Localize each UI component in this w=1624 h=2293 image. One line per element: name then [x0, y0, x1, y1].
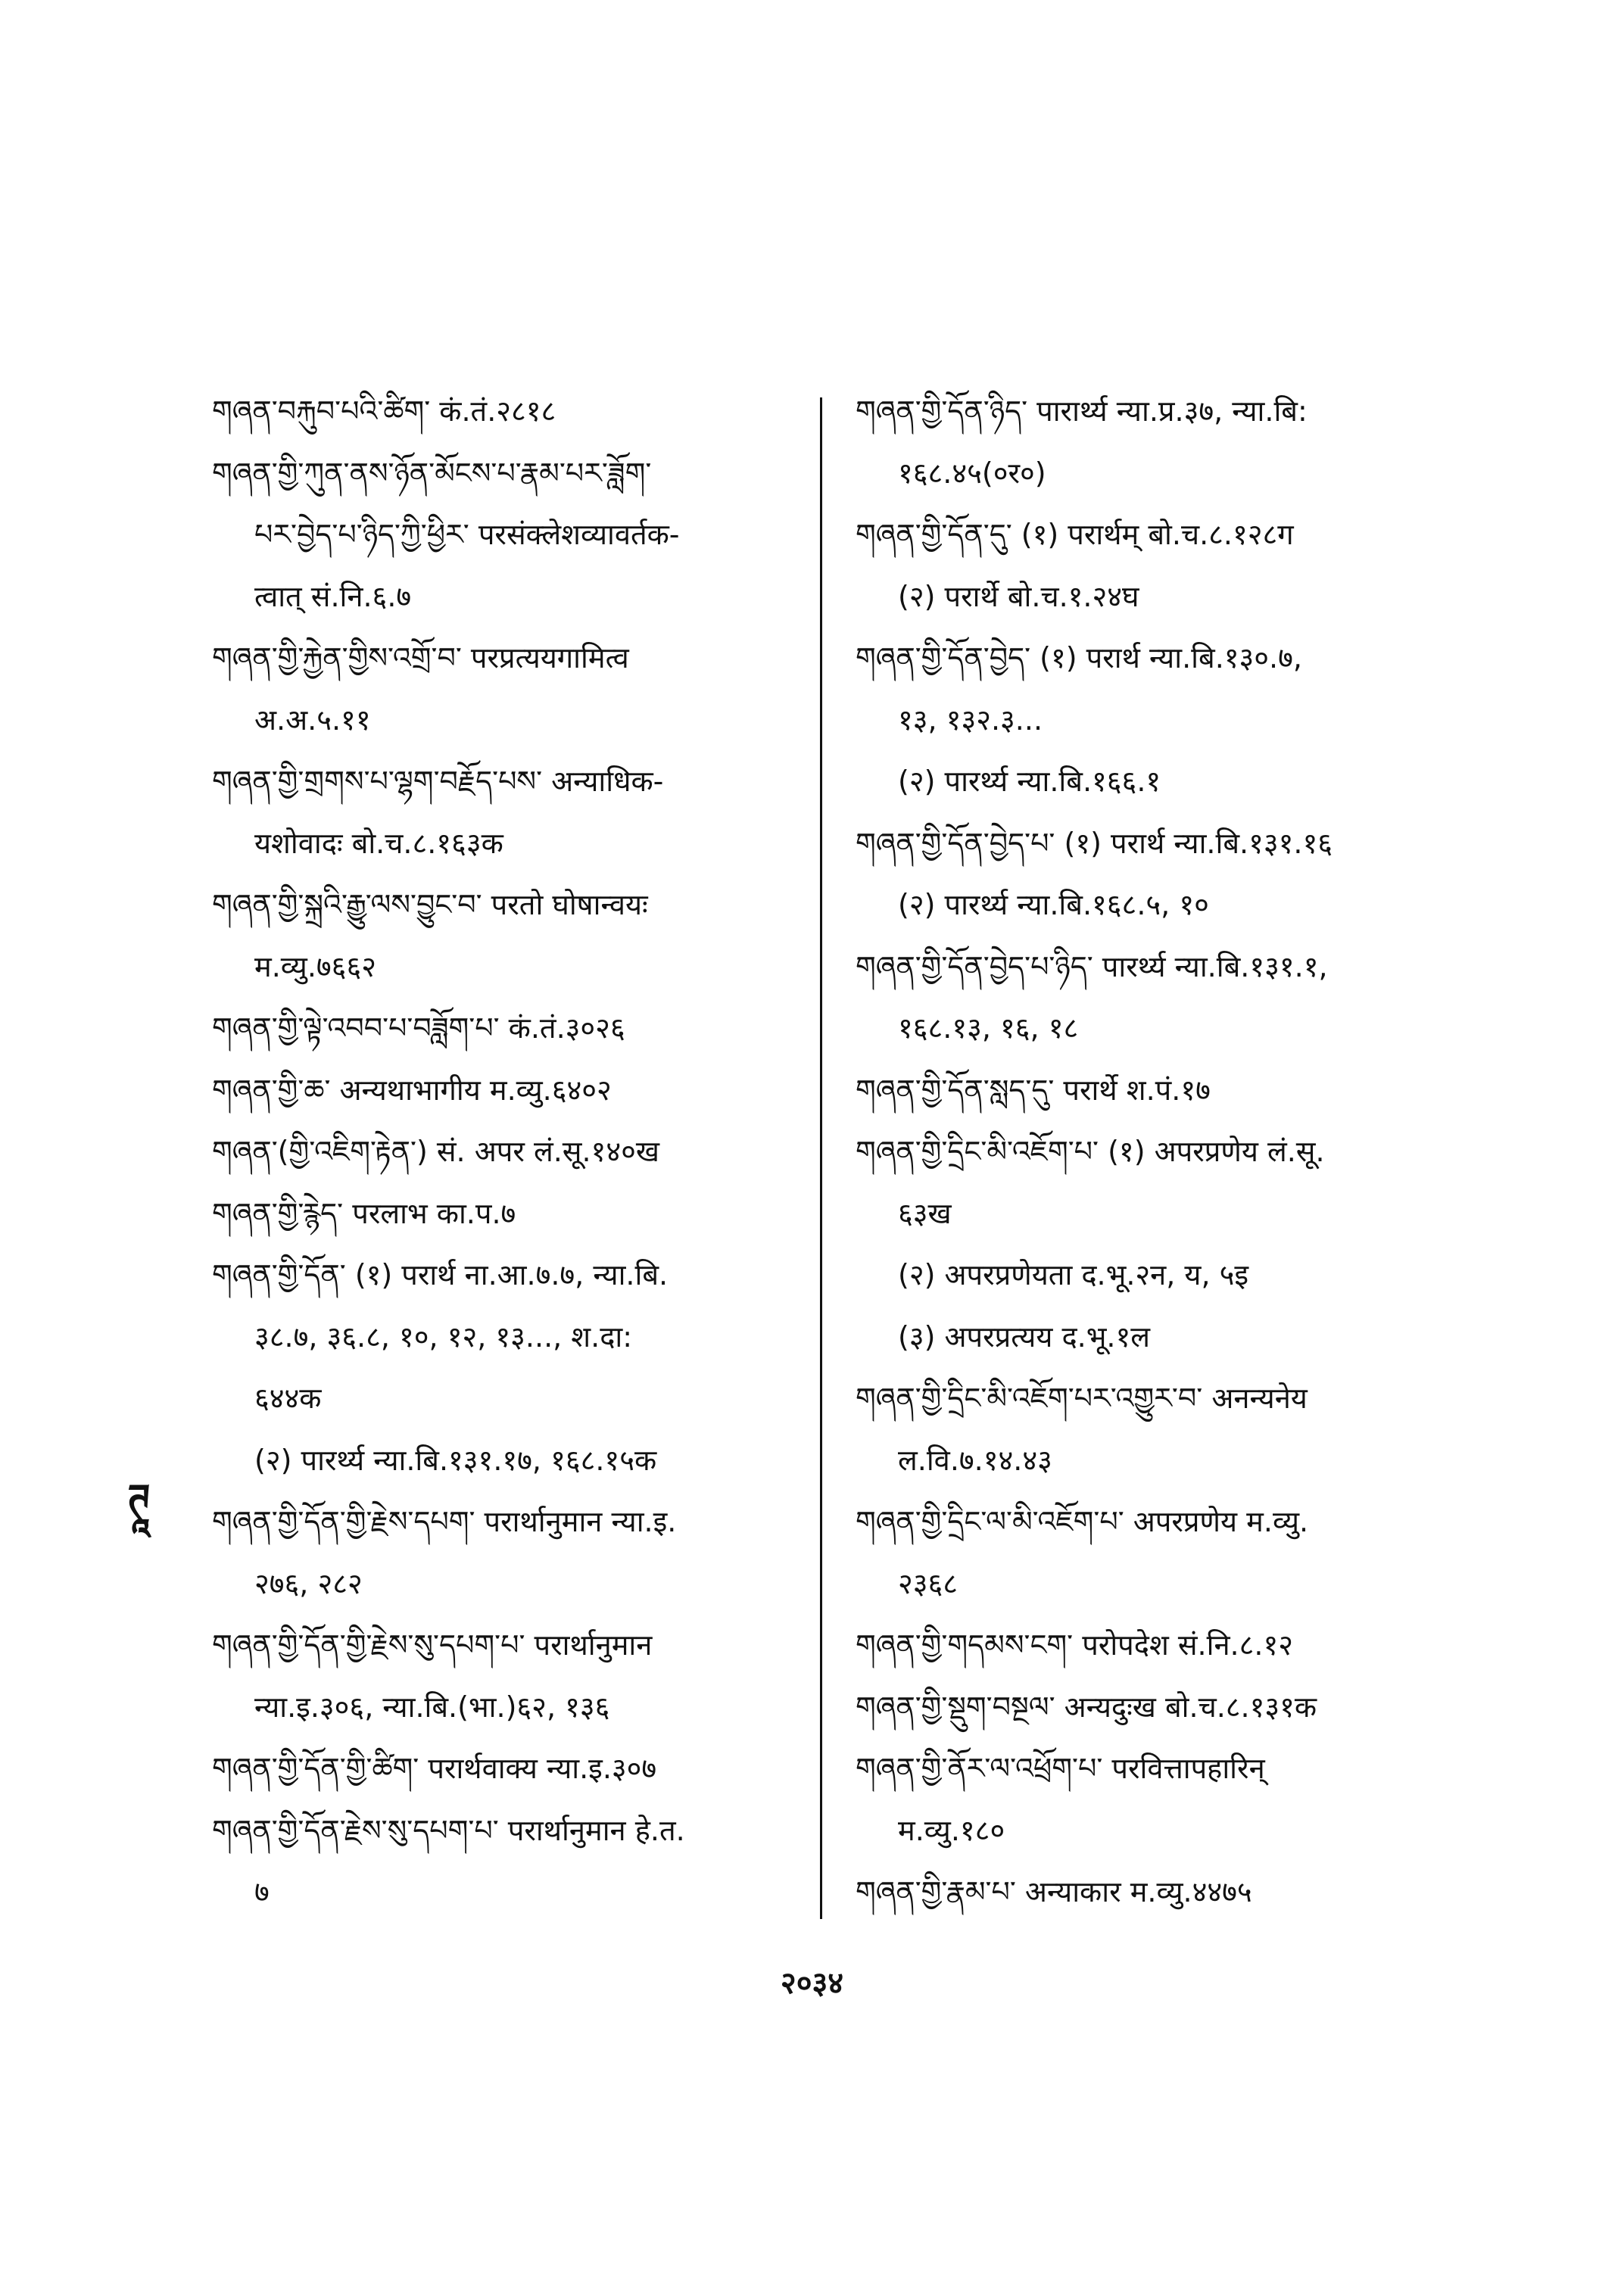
entry-continuation-line: म.व्यु.७६६२: [254, 949, 376, 983]
dictionary-entry: [212, 394, 833, 430]
entry-headword-line: གཞན་གྱི་དྲིང་མི་འཇོག་པར་འགྱུར་བ་ अनन्यनेय: [856, 1382, 1308, 1415]
entry-continuation-line: १६८.१३, १६, १८: [898, 1011, 1079, 1045]
dictionary-entry: [212, 1134, 833, 1170]
dictionary-entry: [856, 1690, 1476, 1726]
entry-headword-line: གཞན་གྱི་དོན་རྗེས་སུ་དཔག་པ་ परार्थानुमान हे.त.: [212, 1813, 685, 1847]
dictionary-entry: [856, 1874, 1476, 1911]
entry-continuation-line: म.व्यु.१८०: [898, 1813, 1005, 1847]
entry-continuation-line: (३) अपरप्रत्यय द.भू.१ल: [898, 1319, 1151, 1354]
entry-continuation-line: यशोवादः बो.च.८.१६३क: [254, 826, 503, 860]
entry-headword-line: གཞན་གྱི་གདམས་ངག་ परोपदेश सं.नि.८.१२: [856, 1628, 1293, 1662]
entry-headword-line: གཞན་གྱི་དོན་བྱེད་ (१) परार्थ न्या.बि.१३०.७,: [856, 641, 1302, 675]
entry-continuation-line: २७६, २८२: [254, 1566, 363, 1600]
entry-headword-line: གཞན་གྱི་དོན་གྱི་ཚིག་ परार्थवाक्य न्या.इ.३०७: [212, 1752, 657, 1785]
dictionary-entry: [856, 826, 1476, 924]
entry-continuation-line: (२) पारर्थ्य न्या.बि.१६६.१: [898, 765, 1161, 798]
entry-headword-line: གཞན་གྱི་སྐྲའི་རྒྱུ་ལས་བྱུང་བ་ परतो घोषान्वयः: [212, 888, 648, 921]
entry-headword-line: གཞན་གྱི་རྐྱེན་གྱིས་འགྲོ་བ་ परप्रत्ययगामित्व: [212, 641, 629, 675]
entry-continuation-line: ६३ख: [898, 1196, 952, 1230]
entry-headword-line: གཞན་གྱི་དོན་གྱི་རྗེས་སུ་དཔག་པ་ परार्थानुमान: [212, 1628, 653, 1662]
dictionary-entry: [212, 1257, 833, 1478]
entry-continuation-line: त्वात् सं.नि.६.७: [254, 579, 412, 613]
dictionary-entry: [212, 1751, 833, 1787]
entry-continuation-line: ६४४क: [254, 1382, 322, 1415]
dictionary-entry: [856, 640, 1476, 800]
dictionary-entry: [212, 1196, 833, 1232]
entry-continuation-line: ७: [254, 1875, 270, 1908]
entry-continuation-line: २३६८: [898, 1566, 959, 1600]
column-divider: [820, 397, 822, 1919]
entry-continuation-line: (२) अपरप्रणेयता द.भू.२न, य, ५इ: [898, 1258, 1249, 1291]
entry-headword-line: གཞན་གྱི་ཆ་ अन्यथाभागीय म.व्यु.६४०२: [212, 1073, 612, 1107]
dictionary-entry: [856, 1073, 1476, 1109]
dictionary-entry: [212, 1813, 833, 1911]
entry-headword-line: གཞན་གྱི་དོན་བྱེད་པ་ (१) परार्थ न्या.बि.१३१.१६: [856, 826, 1333, 860]
dictionary-entry: [856, 1504, 1476, 1602]
dictionary-entry: [212, 764, 833, 861]
entry-headword-line: གཞན་གྱི་དོན་དུ་ (१) परार्थम् बो.च.८.१२८ग: [856, 518, 1294, 551]
entry-headword-line: གཞན་གྱི་དྲིང་མི་འཇོག་པ་ (१) अपरप्रणेय लं.सू.: [856, 1135, 1325, 1168]
entry-headword-line: གཞན་གྱི་དོན་གྱི་རྗེས་དཔག་ परार्थानुमान न्या.इ.: [212, 1505, 677, 1538]
entry-continuation-line: १३, १३२.३...: [898, 703, 1043, 737]
entry-headword-line: གཞན་གྱི་དོན་བྱེད་པ་ཉིད་ पारर्थ्य न्या.बि.१३१.१,: [856, 949, 1328, 983]
right-column: [856, 394, 1476, 1936]
entry-continuation-line: (२) परार्थे बो.च.१.२४घ: [898, 579, 1139, 613]
entry-continuation-line: (२) पारर्थ्य न्या.बि.१३१.१७, १६८.१५क: [254, 1443, 657, 1477]
dictionary-entry: [212, 887, 833, 985]
page-number: २०३४: [780, 1966, 844, 2001]
dictionary-entry: [212, 1073, 833, 1109]
dictionary-entry: [212, 1628, 833, 1725]
entry-headword-line: གཞན་གྱི་ལྟེ་འབབ་པ་བཟློག་པ་ कं.तं.३०२६: [212, 1011, 625, 1045]
entry-continuation-line: (२) पारर्थ्य न्या.बि.१६८.५, १०: [898, 888, 1209, 921]
entry-continuation-line: པར་བྱེད་པ་ཉིད་ཀྱི་ཕྱིར་ परसंक्लेशव्यावर्तक-: [254, 518, 680, 551]
entry-continuation-line: ल.वि.७.१४.४३: [898, 1443, 1052, 1477]
dictionary-entry: [856, 517, 1476, 615]
dictionary-entry: [856, 1134, 1476, 1355]
entry-headword-line: གཞན་གྱི་དྲིང་ལ་མི་འཇོག་པ་ अपरप्रणेय म.व्यु.: [856, 1505, 1309, 1538]
entry-headword-line: གཞན་གྱི་དོན་སླད་དུ་ परार्थे श.पं.१७: [856, 1073, 1211, 1107]
entry-continuation-line: १६८.४५(०र०): [898, 456, 1046, 490]
dictionary-entry: [856, 1381, 1476, 1478]
entry-continuation-line: ३८.७, ३६.८, १०, १२, १३..., श.दा:: [254, 1319, 633, 1354]
dictionary-entry: [212, 1504, 833, 1602]
entry-headword-line: གཞན་གྱི་ཀུན་ནས་ཉོན་མོངས་པ་རྣམ་པར་ཟློག་: [212, 456, 652, 490]
entry-headword-line: གཞན་གྱི་ནོར་ལ་འཕྲོག་པ་ परवित्तापहारिन्: [856, 1752, 1265, 1785]
dictionary-entry: [212, 640, 833, 738]
dictionary-entry: [856, 394, 1476, 491]
left-column: [212, 394, 833, 1936]
entry-headword-line: གཞན་(གྱི་འཇིག་རྟེན་) सं. अपर लं.सू.१४०ख: [212, 1135, 659, 1168]
dictionary-entry: [856, 949, 1476, 1047]
entry-headword-line: གཞན་གྱི་དོན་ (१) परार्थ ना.आ.७.७, न्या.बि.: [212, 1258, 669, 1291]
dictionary-entry: [856, 1628, 1476, 1664]
entry-continuation-line: अ.अ.५.११: [254, 703, 371, 737]
entry-headword-line: གཞན་བརྐུབ་པའི་ཚིག་ कं.तं.२८१८: [212, 394, 556, 428]
dictionary-entry: [856, 1751, 1476, 1849]
entry-continuation-line: न्या.इ.३०६, न्या.बि.(भा.)६२, १३६: [254, 1690, 610, 1724]
dictionary-entry: [212, 1011, 833, 1047]
entry-headword-line: གཞན་གྱི་རྙེད་ परलाभ का.प.७: [212, 1196, 516, 1230]
entry-headword-line: གཞན་གྱི་སྡུག་བསྔལ་ अन्यदुःख बो.च.८.१३१क: [856, 1690, 1317, 1724]
entry-headword-line: གཞན་གྱི་དོན་ཉིད་ पारार्थ्य न्या.प्र.३७, न्या.बि:: [856, 394, 1308, 428]
margin-mark: ཊཱ: [127, 1475, 149, 1523]
dictionary-entry: [212, 456, 833, 615]
entry-headword-line: གཞན་གྱི་གྲགས་པ་ལྷག་བརྗོད་པས་ अन्याधिक-: [212, 765, 664, 798]
entry-headword-line: གཞན་གྱི་རྣམ་པ་ अन्याकार म.व्यु.४४७५: [856, 1875, 1252, 1908]
